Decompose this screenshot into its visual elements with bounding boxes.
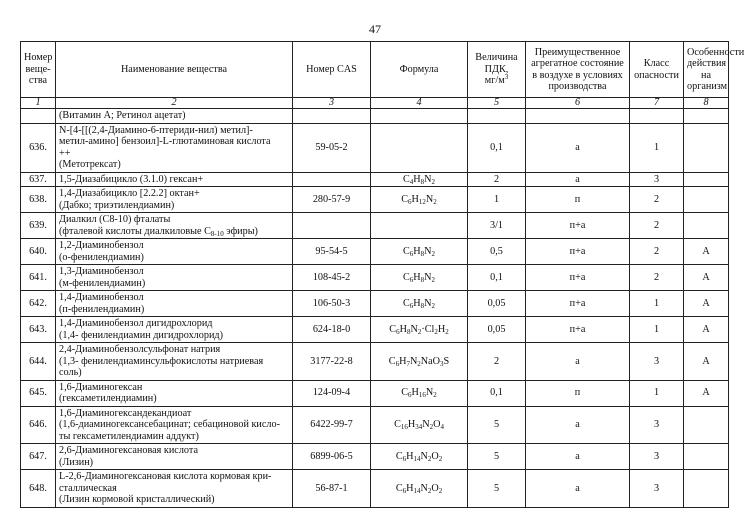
table-row xyxy=(21,213,729,239)
table-cell xyxy=(526,109,630,124)
header-pdk-line1: Величина xyxy=(475,52,518,64)
hazard-class: 1 xyxy=(630,317,684,343)
row-number: 644. xyxy=(21,343,56,381)
formula-part: H xyxy=(406,450,414,462)
aggregate-state: а xyxy=(526,123,630,172)
formula-part: H xyxy=(413,271,421,283)
substance-name xyxy=(56,123,293,172)
formula-part: N xyxy=(425,387,434,399)
formula-sub: 2 xyxy=(434,327,438,336)
header-pdk-line2: ПДК, xyxy=(484,63,509,75)
formula-part: C xyxy=(402,271,410,283)
formula-sub: 6 xyxy=(408,391,412,400)
formula-part: N xyxy=(420,482,428,494)
table-cell xyxy=(371,109,468,124)
hazard-class: 2 xyxy=(630,187,684,213)
formula-part: C xyxy=(402,173,410,185)
formula xyxy=(371,187,468,213)
formula xyxy=(371,317,468,343)
formula-sub: 6 xyxy=(409,275,414,284)
substances-table xyxy=(20,41,745,508)
pdk-value: 1 xyxy=(468,187,526,213)
formula-sub: 2 xyxy=(417,327,422,336)
formula-sub: 6 xyxy=(402,486,407,495)
name-line: сталлическая xyxy=(59,482,117,494)
cas-number: 95-54-5 xyxy=(293,239,371,265)
cas-number: 3177-22-8 xyxy=(293,343,371,381)
formula-sub: 2 xyxy=(417,359,421,368)
formula-sub: 16 xyxy=(400,423,408,431)
page-number: 47 xyxy=(369,22,381,36)
row-number: 637. xyxy=(21,172,56,187)
hazard-class: 2 xyxy=(630,239,684,265)
formula-part: N xyxy=(424,297,432,309)
aggregate-state: а xyxy=(526,444,630,470)
aggregate-state: а xyxy=(526,172,630,187)
formula-part: H xyxy=(407,419,416,430)
aggregate-state: п+а xyxy=(526,317,630,343)
formula-part: H xyxy=(406,482,414,494)
cas-number: 6899-06-5 xyxy=(293,444,371,470)
table-row xyxy=(21,172,729,187)
formula-sub: 6 xyxy=(409,301,414,310)
hazard-class: 2 xyxy=(630,213,684,239)
hazard-class: 1 xyxy=(630,291,684,317)
hazard-class: 3 xyxy=(630,470,684,508)
formula-sub: 8 xyxy=(406,327,411,336)
index-cell: 1 xyxy=(21,98,56,109)
pdk-value: 0,05 xyxy=(468,291,526,317)
name-line: 1,4-Диаминобензол xyxy=(59,292,144,303)
table-row xyxy=(21,406,729,444)
index-cell: 4 xyxy=(371,98,468,109)
name-line: 1,3-Диаминобензол xyxy=(59,266,144,277)
formula-part: H xyxy=(411,193,419,205)
index-cell: 5 xyxy=(468,98,526,109)
header-pdk-line3: мг/м xyxy=(484,75,505,87)
row-number: 648. xyxy=(21,470,56,508)
row-number: 638. xyxy=(21,187,56,213)
formula xyxy=(371,291,468,317)
formula-part: ·Cl xyxy=(421,323,435,335)
pdk-value: 0,1 xyxy=(468,265,526,291)
index-cell: 7 xyxy=(630,98,684,109)
formula-sub: 12 xyxy=(418,197,426,206)
header-row xyxy=(21,42,729,98)
formula-sub: 14 xyxy=(413,486,421,495)
header-pdk xyxy=(468,42,526,98)
name-line: (Лизин кормовой кристаллический) xyxy=(59,494,215,505)
name-line: 1,6-Диаминогександекандиоат xyxy=(59,407,192,419)
table-row xyxy=(21,470,729,508)
formula-sub: 7 xyxy=(406,359,410,368)
formula-part: N xyxy=(424,245,432,257)
table-row xyxy=(21,265,729,291)
continuation-text: (Витамин А; Ретинол ацетат) xyxy=(56,109,293,124)
table-row xyxy=(21,291,729,317)
name-line: 1,4-Диаминобензол дигидрохлорид xyxy=(59,318,213,329)
name-line: (1,4- фенилендиамин дигидрохлорид) xyxy=(59,329,223,341)
name-line: 1,2-Диаминобензол xyxy=(59,240,144,251)
effects: А xyxy=(684,343,729,381)
header-cas: Номер CAS xyxy=(293,42,371,98)
name-line: (Метотрексат) xyxy=(59,159,121,170)
row-number: 646. xyxy=(21,406,56,444)
name-line: соль) xyxy=(59,367,82,378)
pdk-value: 5 xyxy=(468,406,526,444)
row-number: 642. xyxy=(21,291,56,317)
pdk-value: 3/1 xyxy=(468,213,526,239)
formula-sub: 2 xyxy=(427,454,432,463)
formula-part: N xyxy=(409,355,418,367)
formula-sub: 2 xyxy=(429,423,434,431)
name-line: (Лизин) xyxy=(59,456,94,468)
name-line: 2,4-Диаминобензолсульфонат натрия xyxy=(59,344,221,355)
formula-part: N xyxy=(410,323,418,335)
name-line: Диалкил (С8-10) фталаты xyxy=(59,214,171,225)
formula-part: C xyxy=(388,355,396,367)
header-state: Преимущественное агрегатное состояние в воздухе в условиях производства xyxy=(526,42,630,98)
effects xyxy=(684,187,729,213)
formula-sub: 4 xyxy=(409,177,414,186)
hazard-class: 3 xyxy=(630,343,684,381)
hazard-class: 3 xyxy=(630,406,684,444)
name-line: ++ xyxy=(59,147,71,159)
header-class: Класс опасности xyxy=(630,42,684,98)
cas-number: 59-05-2 xyxy=(293,123,371,172)
table-row xyxy=(21,343,729,381)
hazard-class: 3 xyxy=(630,444,684,470)
continuation-row xyxy=(21,109,729,124)
formula-part: N xyxy=(420,450,428,462)
formula-sub: 6 xyxy=(409,249,414,258)
formula-part: H xyxy=(413,245,421,257)
formula-part: C xyxy=(401,193,409,205)
substance-name xyxy=(56,380,293,406)
pdk-value: 0,1 xyxy=(468,380,526,406)
cas-number xyxy=(293,213,371,239)
formula-part: N xyxy=(424,271,432,283)
name-line: 1,5-Диазабицикло (3.1.0) гексан+ xyxy=(59,173,204,185)
header-number: Номер веще-ства xyxy=(21,42,56,98)
formula-part: C xyxy=(395,482,403,494)
table-row xyxy=(21,187,729,213)
formula-sub: 4 xyxy=(440,423,444,431)
name-line: ты гексаметилендиамин аддукт) xyxy=(59,430,199,442)
formula xyxy=(371,265,468,291)
formula-part: N xyxy=(424,173,432,185)
formula-part: H xyxy=(399,355,407,367)
name-line: метил-амино] бензоил]-L-глютаминовая кислота xyxy=(59,136,271,147)
cas-number: 106-50-3 xyxy=(293,291,371,317)
effects xyxy=(684,213,729,239)
aggregate-state: а xyxy=(526,470,630,508)
formula-sub: 14 xyxy=(413,454,421,463)
pdk-value: 0,1 xyxy=(468,123,526,172)
effects: А xyxy=(684,317,729,343)
name-line: 1,4-Диазабицикло [2.2.2] октан+ xyxy=(59,188,200,199)
name-line: (Дабко; триэтилендиамин) xyxy=(59,199,175,211)
formula xyxy=(371,380,468,406)
aggregate-state: п+а xyxy=(526,265,630,291)
pdk-value: 5 xyxy=(468,470,526,508)
formula-sub: 2 xyxy=(433,391,437,400)
substance-name xyxy=(56,265,293,291)
cas-number: 108-45-2 xyxy=(293,265,371,291)
name-line: (гексаметилендиамин) xyxy=(59,393,157,404)
formula-sub: 16 xyxy=(418,391,426,400)
effects: А xyxy=(684,239,729,265)
formula-part: H xyxy=(437,323,446,335)
row-number: 645. xyxy=(21,380,56,406)
table-row xyxy=(21,123,729,172)
table-cell xyxy=(293,109,371,124)
table-cell xyxy=(684,109,729,124)
header-effects: Особенности действия на организм xyxy=(684,42,729,98)
formula-sub: 2 xyxy=(433,197,437,206)
name-line: (1,6-диаминогексансебацинат; себациновой кисло- xyxy=(59,419,280,430)
name-line: 2,6-Диаминогексановая кислота xyxy=(59,445,198,456)
pdk-value: 5 xyxy=(468,444,526,470)
row-number: 647. xyxy=(21,444,56,470)
pdk-value: 2 xyxy=(468,172,526,187)
formula-part: C xyxy=(402,297,410,309)
substance-name xyxy=(56,444,293,470)
formula-sub: 2 xyxy=(431,249,435,258)
pdk-value: 0,05 xyxy=(468,317,526,343)
aggregate-state: а xyxy=(526,406,630,444)
effects: А xyxy=(684,380,729,406)
table-cell xyxy=(21,109,56,124)
index-cell: 8 xyxy=(684,98,729,109)
formula xyxy=(371,406,468,444)
effects: А xyxy=(684,265,729,291)
substance-name xyxy=(56,213,293,239)
aggregate-state: п+а xyxy=(526,213,630,239)
formula-sub: 2 xyxy=(438,486,443,495)
substance-name xyxy=(56,187,293,213)
formula xyxy=(371,123,468,172)
substance-name xyxy=(56,239,293,265)
hazard-class: 3 xyxy=(630,172,684,187)
formula-part: N xyxy=(422,419,430,430)
formula-part: S xyxy=(443,355,450,367)
column-index-row xyxy=(21,98,729,109)
formula-part: O xyxy=(431,450,439,462)
name-line: (1,3- фенилендиаминсульфокислоты натриевая xyxy=(59,355,264,367)
formula-part: O xyxy=(431,482,439,494)
name-line: (фталевой кислоты диалкиловые С xyxy=(59,225,211,237)
formula xyxy=(371,239,468,265)
aggregate-state: п xyxy=(526,187,630,213)
formula xyxy=(371,444,468,470)
name-line: (м-фенилендиамин) xyxy=(59,277,146,289)
formula-sub: 2 xyxy=(438,454,443,463)
substance-name xyxy=(56,172,293,187)
substance-name xyxy=(56,343,293,381)
substance-name xyxy=(56,317,293,343)
formula xyxy=(371,172,468,187)
index-cell: 2 xyxy=(56,98,293,109)
formula-part: C xyxy=(395,450,403,462)
substance-name xyxy=(56,406,293,444)
formula-sub: 8 xyxy=(420,249,425,258)
substance-name xyxy=(56,291,293,317)
name-line: (п-фенилендиамин) xyxy=(59,303,145,315)
formula-part: H xyxy=(413,297,421,309)
pdk-value: 0,5 xyxy=(468,239,526,265)
formula-sub: 6 xyxy=(408,197,412,206)
table-cell xyxy=(468,109,526,124)
formula-sub: 2 xyxy=(431,177,435,186)
formula-sub: 2 xyxy=(431,275,435,284)
header-pdk-exp: 3 xyxy=(504,73,509,82)
row-number: 636. xyxy=(21,123,56,172)
formula-part: C xyxy=(389,323,397,335)
aggregate-state: п+а xyxy=(526,239,630,265)
row-number: 640. xyxy=(21,239,56,265)
effects xyxy=(684,406,729,444)
formula-sub: 8 xyxy=(420,301,425,310)
effects xyxy=(684,444,729,470)
formula-sub: 2 xyxy=(445,327,449,336)
formula-part: C xyxy=(394,419,401,430)
table-row xyxy=(21,380,729,406)
effects: А xyxy=(684,291,729,317)
formula-sub: 8 xyxy=(420,177,425,186)
aggregate-state: п xyxy=(526,380,630,406)
formula-part: O xyxy=(433,419,441,430)
table-cell xyxy=(630,109,684,124)
hazard-class: 2 xyxy=(630,265,684,291)
formula xyxy=(371,213,468,239)
effects xyxy=(684,123,729,172)
effects xyxy=(684,470,729,508)
formula-sub: 34 xyxy=(415,423,423,431)
effects xyxy=(684,172,729,187)
cas-number: 6422-99-7 xyxy=(293,406,371,444)
cas-number: 624-18-0 xyxy=(293,317,371,343)
hazard-class: 1 xyxy=(630,380,684,406)
formula xyxy=(371,470,468,508)
cas-number xyxy=(293,172,371,187)
row-number: 641. xyxy=(21,265,56,291)
formula-part: H xyxy=(399,323,407,335)
table-row xyxy=(21,317,729,343)
formula-part: NaO xyxy=(420,355,441,367)
index-cell: 3 xyxy=(293,98,371,109)
formula-sub: 2 xyxy=(431,301,435,310)
name-line: 1,6-Диаминогексан xyxy=(59,381,143,393)
aggregate-state: а xyxy=(526,343,630,381)
cas-number: 56-87-1 xyxy=(293,470,371,508)
formula-sub: 8 xyxy=(420,275,425,284)
cas-number: 280-57-9 xyxy=(293,187,371,213)
name-line: L-2,6-Диаминогексановая кислота кормовая кри- xyxy=(59,471,272,482)
table-row xyxy=(21,444,729,470)
formula-part: H xyxy=(411,387,419,399)
formula-sub: 6 xyxy=(402,454,407,463)
name-line: (о-фенилендиамин) xyxy=(59,251,144,263)
table-row xyxy=(21,239,729,265)
formula-sub: 6 xyxy=(396,327,400,336)
formula-part: N xyxy=(425,193,434,205)
formula xyxy=(371,343,468,381)
name-sub: 8-10 xyxy=(210,229,224,238)
name-line: эфиры) xyxy=(223,225,258,237)
cas-number: 124-09-4 xyxy=(293,380,371,406)
formula-sub: 3 xyxy=(440,359,444,368)
formula-part: H xyxy=(413,173,421,185)
row-number: 639. xyxy=(21,213,56,239)
formula-part: C xyxy=(401,387,409,399)
formula-sub: 2 xyxy=(427,486,432,495)
pdk-value: 2 xyxy=(468,343,526,381)
row-number: 643. xyxy=(21,317,56,343)
formula-sub: 6 xyxy=(395,359,400,368)
hazard-class: 1 xyxy=(630,123,684,172)
index-cell: 6 xyxy=(526,98,630,109)
formula-part: C xyxy=(402,245,410,257)
header-formula: Формула xyxy=(371,42,468,98)
name-line: N-[4-[[(2,4-Диамино-6-птериди-нил) метил]- xyxy=(59,124,253,136)
substance-name xyxy=(56,470,293,508)
header-name: Наименование вещества xyxy=(56,42,293,98)
aggregate-state: п+а xyxy=(526,291,630,317)
